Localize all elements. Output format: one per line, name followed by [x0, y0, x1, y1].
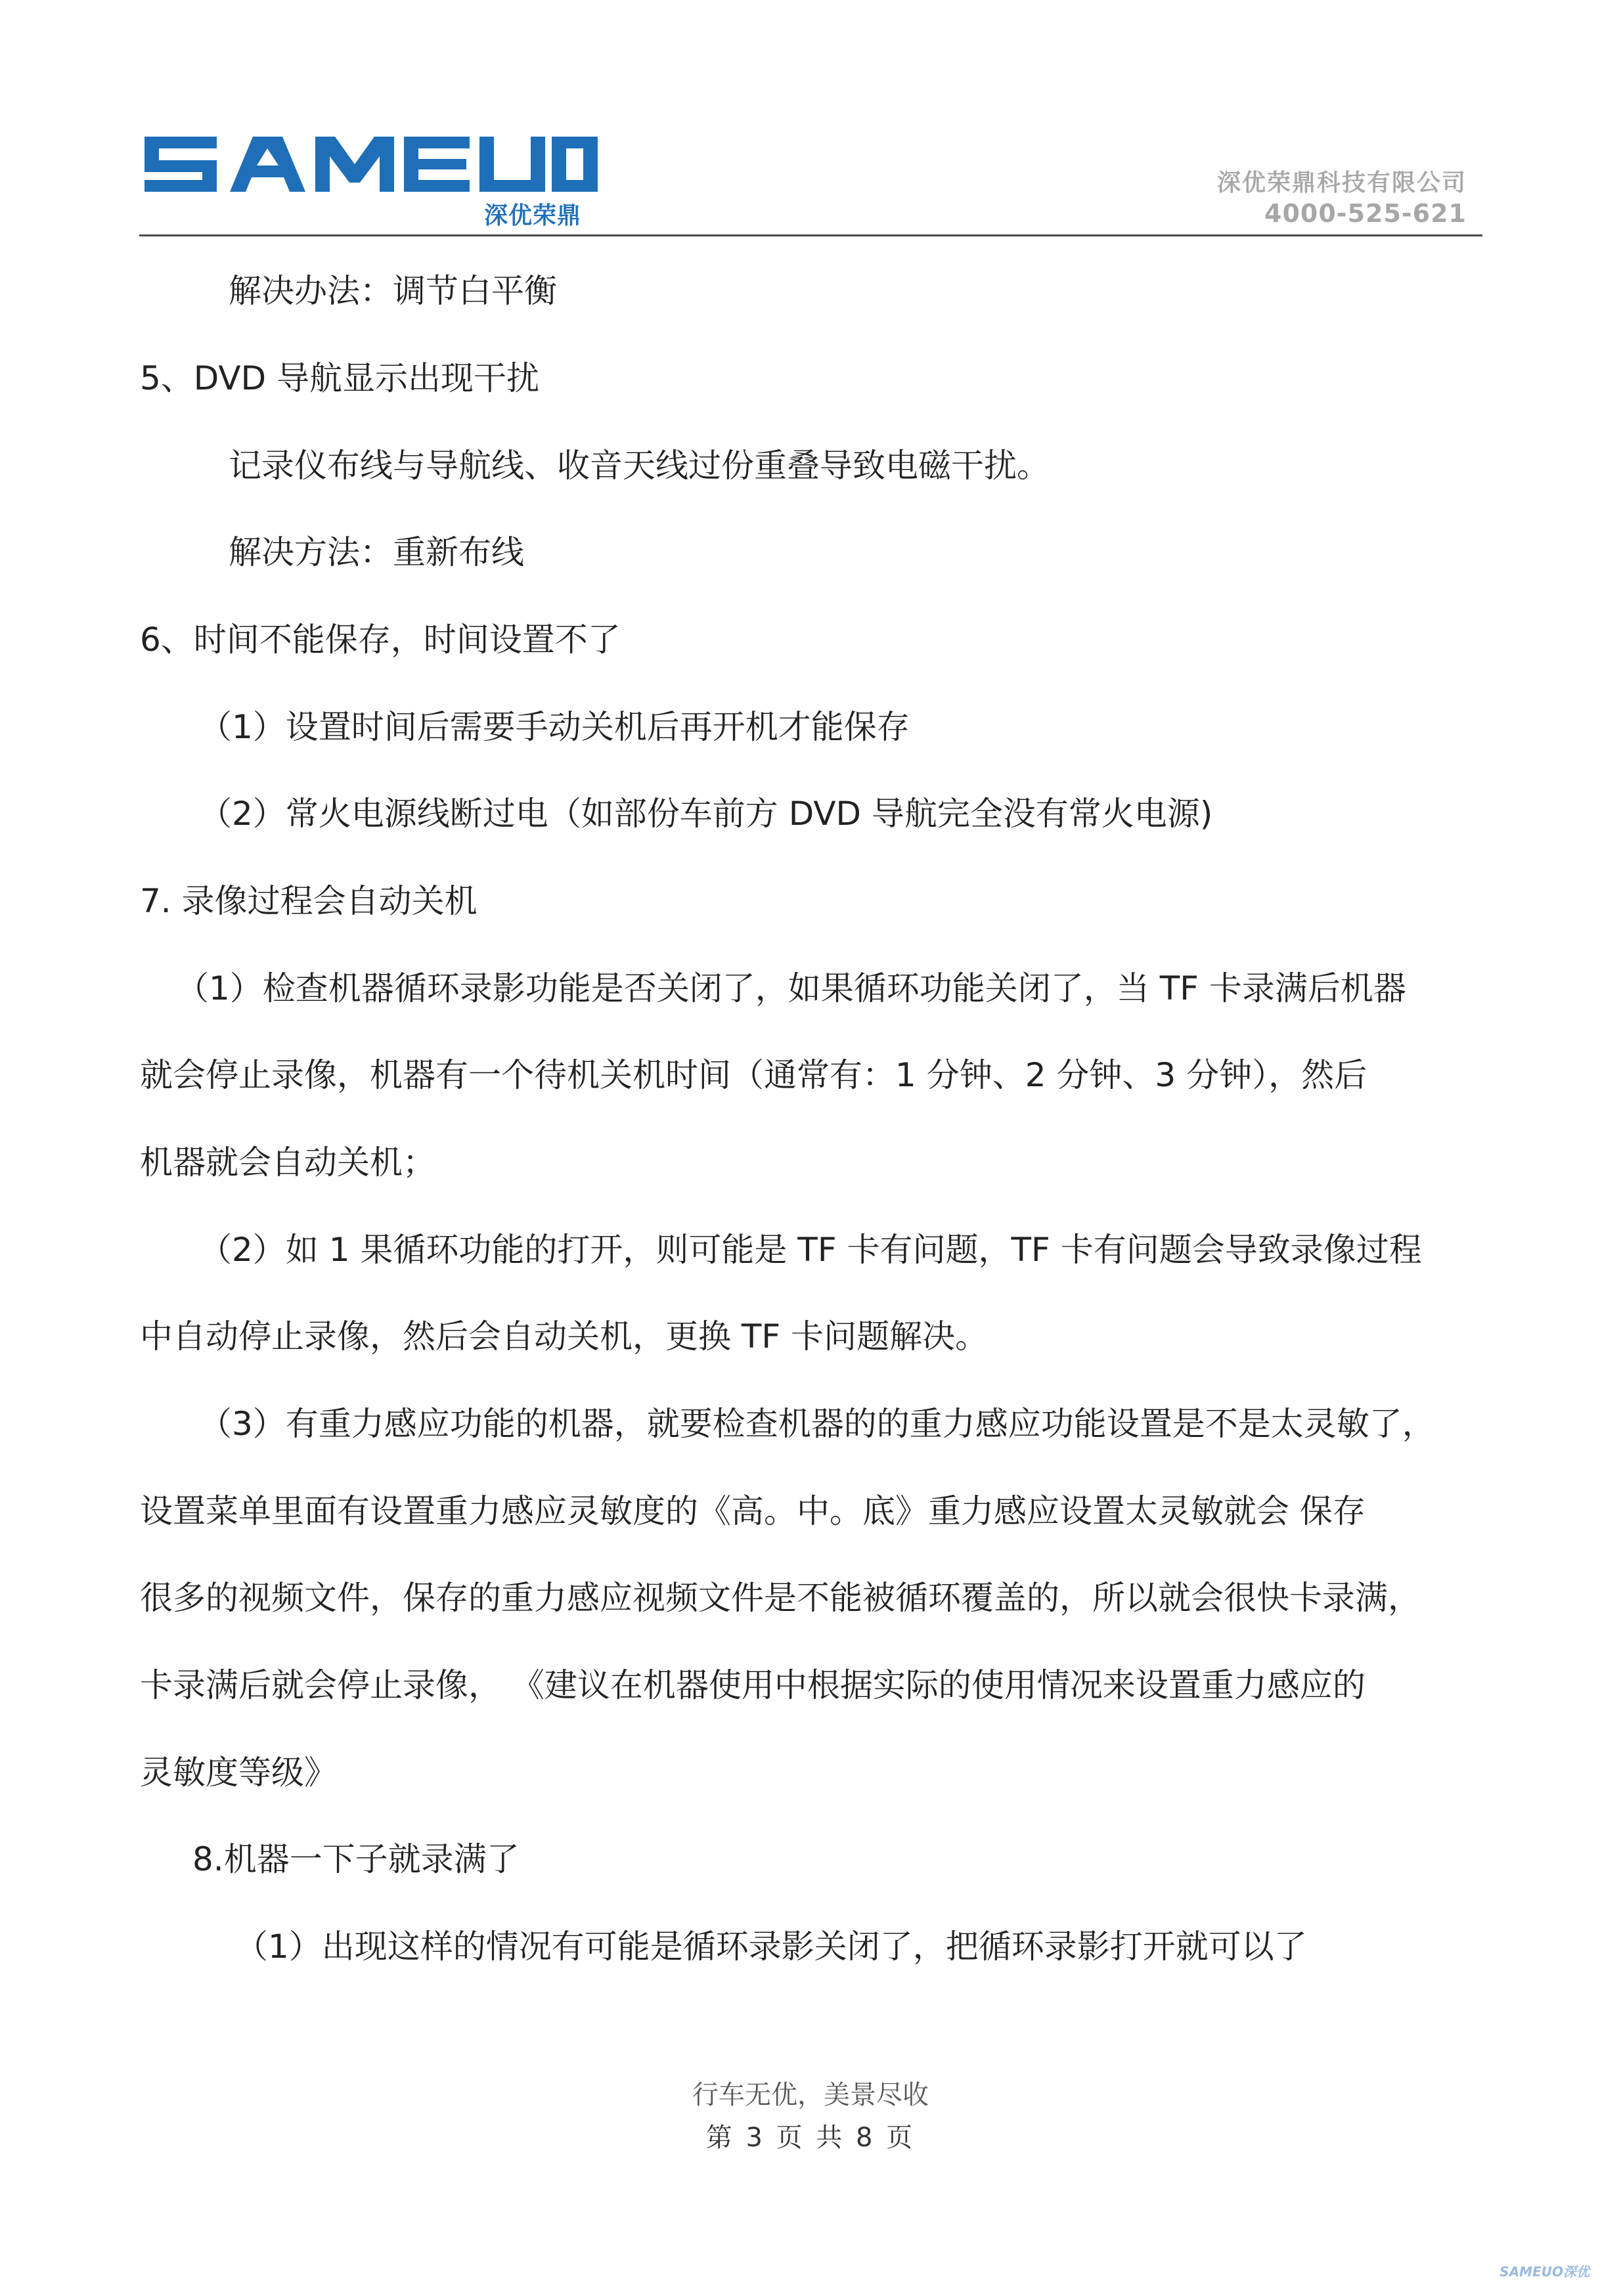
paragraph-line: （3）有重力感应功能的机器，就要检查机器的的重力感应功能设置是不是太灵敏了，	[199, 1405, 1435, 1443]
section-heading: 8.机器一下子就录满了	[192, 1840, 520, 1878]
corner-watermark: SAMEUO深优	[1499, 2264, 1589, 2280]
paragraph-line: 解决办法：调节白平衡	[229, 272, 557, 310]
paragraph-line: 记录仪布线与导航线、收音天线过份重叠导致电磁干扰。	[229, 447, 1050, 485]
company-name: 深优荣鼎科技有限公司	[1216, 169, 1467, 196]
paragraph-line: （1）出现这样的情况有可能是循环录影关闭了，把循环录影打开就可以了	[235, 1928, 1307, 1966]
page-header	[0, 0, 1621, 243]
footer-slogan: 行车无优，美景尽收	[692, 2080, 929, 2110]
section-heading: 7. 录像过程会自动关机	[140, 882, 477, 920]
paragraph-line: 机器就会自动关机；	[140, 1143, 435, 1181]
paragraph-line: （1）检查机器循环录影功能是否关闭了，如果循环功能关闭了，当 TF 卡录满后机器	[176, 969, 1406, 1007]
paragraph-line: （2）如 1 果循环功能的打开，则可能是 TF 卡有问题，TF 卡有问题会导致录像过程	[199, 1231, 1422, 1269]
paragraph-line: 很多的视频文件，保存的重力感应视频文件是不能被循环覆盖的，所以就会很快卡录满，	[140, 1579, 1421, 1617]
sameuo-logo-graphic	[138, 131, 598, 204]
paragraph-line: 就会停止录像，机器有一个待机关机时间（通常有：1 分钟、2 分钟、3 分钟），然后	[140, 1056, 1367, 1094]
paragraph-line: 卡录满后就会停止录像， 《建议在机器使用中根据实际的使用情况来设置重力感应的	[140, 1666, 1366, 1704]
page-footer	[0, 2075, 1621, 2161]
paragraph-line: （1）设置时间后需要手动关机后再开机才能保存	[199, 708, 910, 746]
page-number: 第 3 页 共 8 页	[705, 2123, 916, 2153]
company-info	[1217, 168, 1467, 229]
paragraph-line: 解决方法：重新布线	[229, 533, 524, 571]
section-heading: 6、时间不能保存，时间设置不了	[140, 621, 621, 659]
paragraph-line: 中自动停止录像，然后会自动关机，更换 TF 卡问题解决。	[140, 1317, 988, 1356]
paragraph-line: （2）常火电源线断过电（如部份车前方 DVD 导航完全没有常火电源)	[199, 795, 1213, 833]
sameuo-logo	[138, 131, 598, 230]
brand-sub-label: 深优荣鼎	[484, 202, 582, 229]
paragraph-line: 设置菜单里面有设置重力感应灵敏度的《高。中。底》重力感应设置太灵敏就会 保存	[140, 1492, 1366, 1530]
company-phone: 4000-525-621	[1264, 199, 1467, 228]
paragraph-line: 灵敏度等级》	[140, 1754, 337, 1792]
header-divider	[139, 234, 1482, 236]
section-heading: 5、DVD 导航显示出现干扰	[140, 359, 540, 397]
